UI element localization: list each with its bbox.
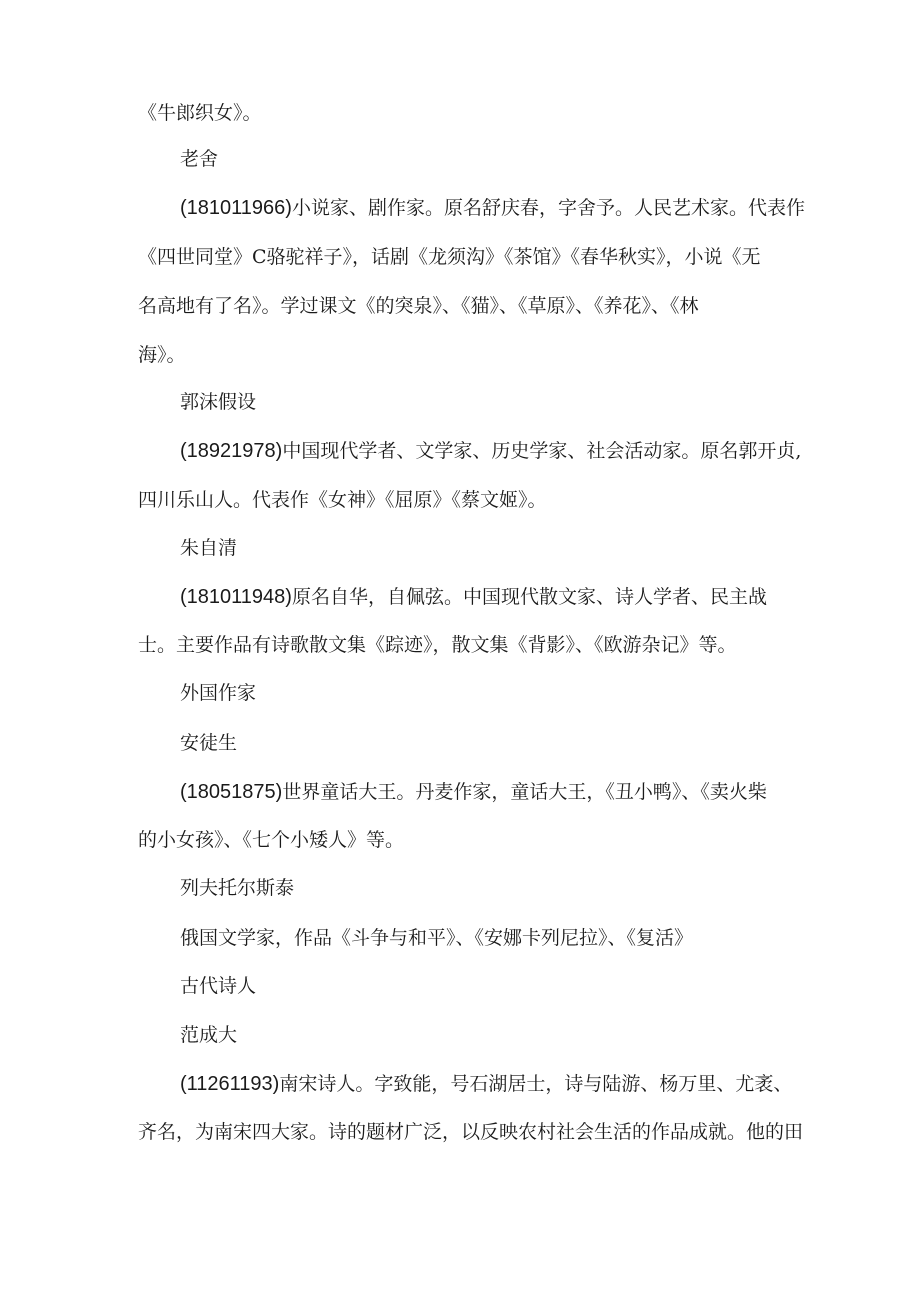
section-heading-laoshe: 老舍 (180, 148, 219, 170)
line-text: 中国现代学者、文学家、历史学家、社会活动家。原名郭开贞, (282, 440, 802, 462)
text-line: 四川乐山人。代表作《女神》《屈原》《蔡文姬》。 (138, 489, 547, 511)
line-text: 原名自华，自佩弦。中国现代散文家、诗人学者、民主战 (291, 586, 767, 608)
text-line (180, 196, 830, 220)
section-heading-foreign-authors: 外国作家 (180, 682, 257, 704)
text-line: 《牛郎织女》。 (138, 102, 262, 124)
text-line: 《四世同堂》C骆驼祥子》，话剧《龙须沟》《茶馆》《春华秋实》，小说《无 (138, 246, 761, 268)
text-line (180, 439, 830, 463)
section-heading-fanchengda: 范成大 (180, 1024, 238, 1046)
line-text: 世界童话大王。丹麦作家，童话大王，《丑小鸭》、《卖火柴 (282, 781, 767, 803)
section-heading-tolstoy: 列夫托尔斯泰 (180, 877, 295, 899)
line-text: 小说家、剧作家。原名舒庆春，字舍予。人民艺术家。代表作 (291, 197, 805, 219)
section-heading-zhuziqing: 朱自清 (180, 537, 238, 559)
text-line: 士。主要作品有诗歌散文集《踪迹》，散文集《背影》、《欧游杂记》等。 (138, 634, 737, 656)
years: (11261193) (180, 1073, 280, 1095)
text-line: 海》。 (138, 344, 186, 366)
years: (181011966) (180, 197, 292, 219)
section-heading-ancient-poets: 古代诗人 (180, 975, 257, 997)
text-line (180, 780, 830, 804)
text-line: 俄国文学家，作品《斗争与和平》、《安娜卡列尼拉》、《复活》 (180, 927, 694, 949)
line-text: 南宋诗人。字致能，号石湖居士，诗与陆游、杨万里、尤袤、 (279, 1073, 793, 1095)
text-line (180, 1072, 830, 1096)
years: (18051875) (180, 781, 283, 803)
text-line: 的小女孩》、《七个小矮人》等。 (138, 829, 405, 851)
section-heading-andersen: 安徒生 (180, 732, 238, 754)
years: (18921978) (180, 440, 283, 462)
text-line (180, 585, 830, 609)
text-line: 名高地有了名》。学过课文《的突泉》、《猫》、《草原》、《养花》、《林 (138, 295, 699, 317)
text-line: 齐名，为南宋四大家。诗的题材广泛，以反映农村社会生活的作品成就。他的田 (138, 1121, 804, 1143)
years: (181011948) (180, 586, 292, 608)
section-heading-guomoruo: 郭沫假设 (180, 391, 257, 413)
